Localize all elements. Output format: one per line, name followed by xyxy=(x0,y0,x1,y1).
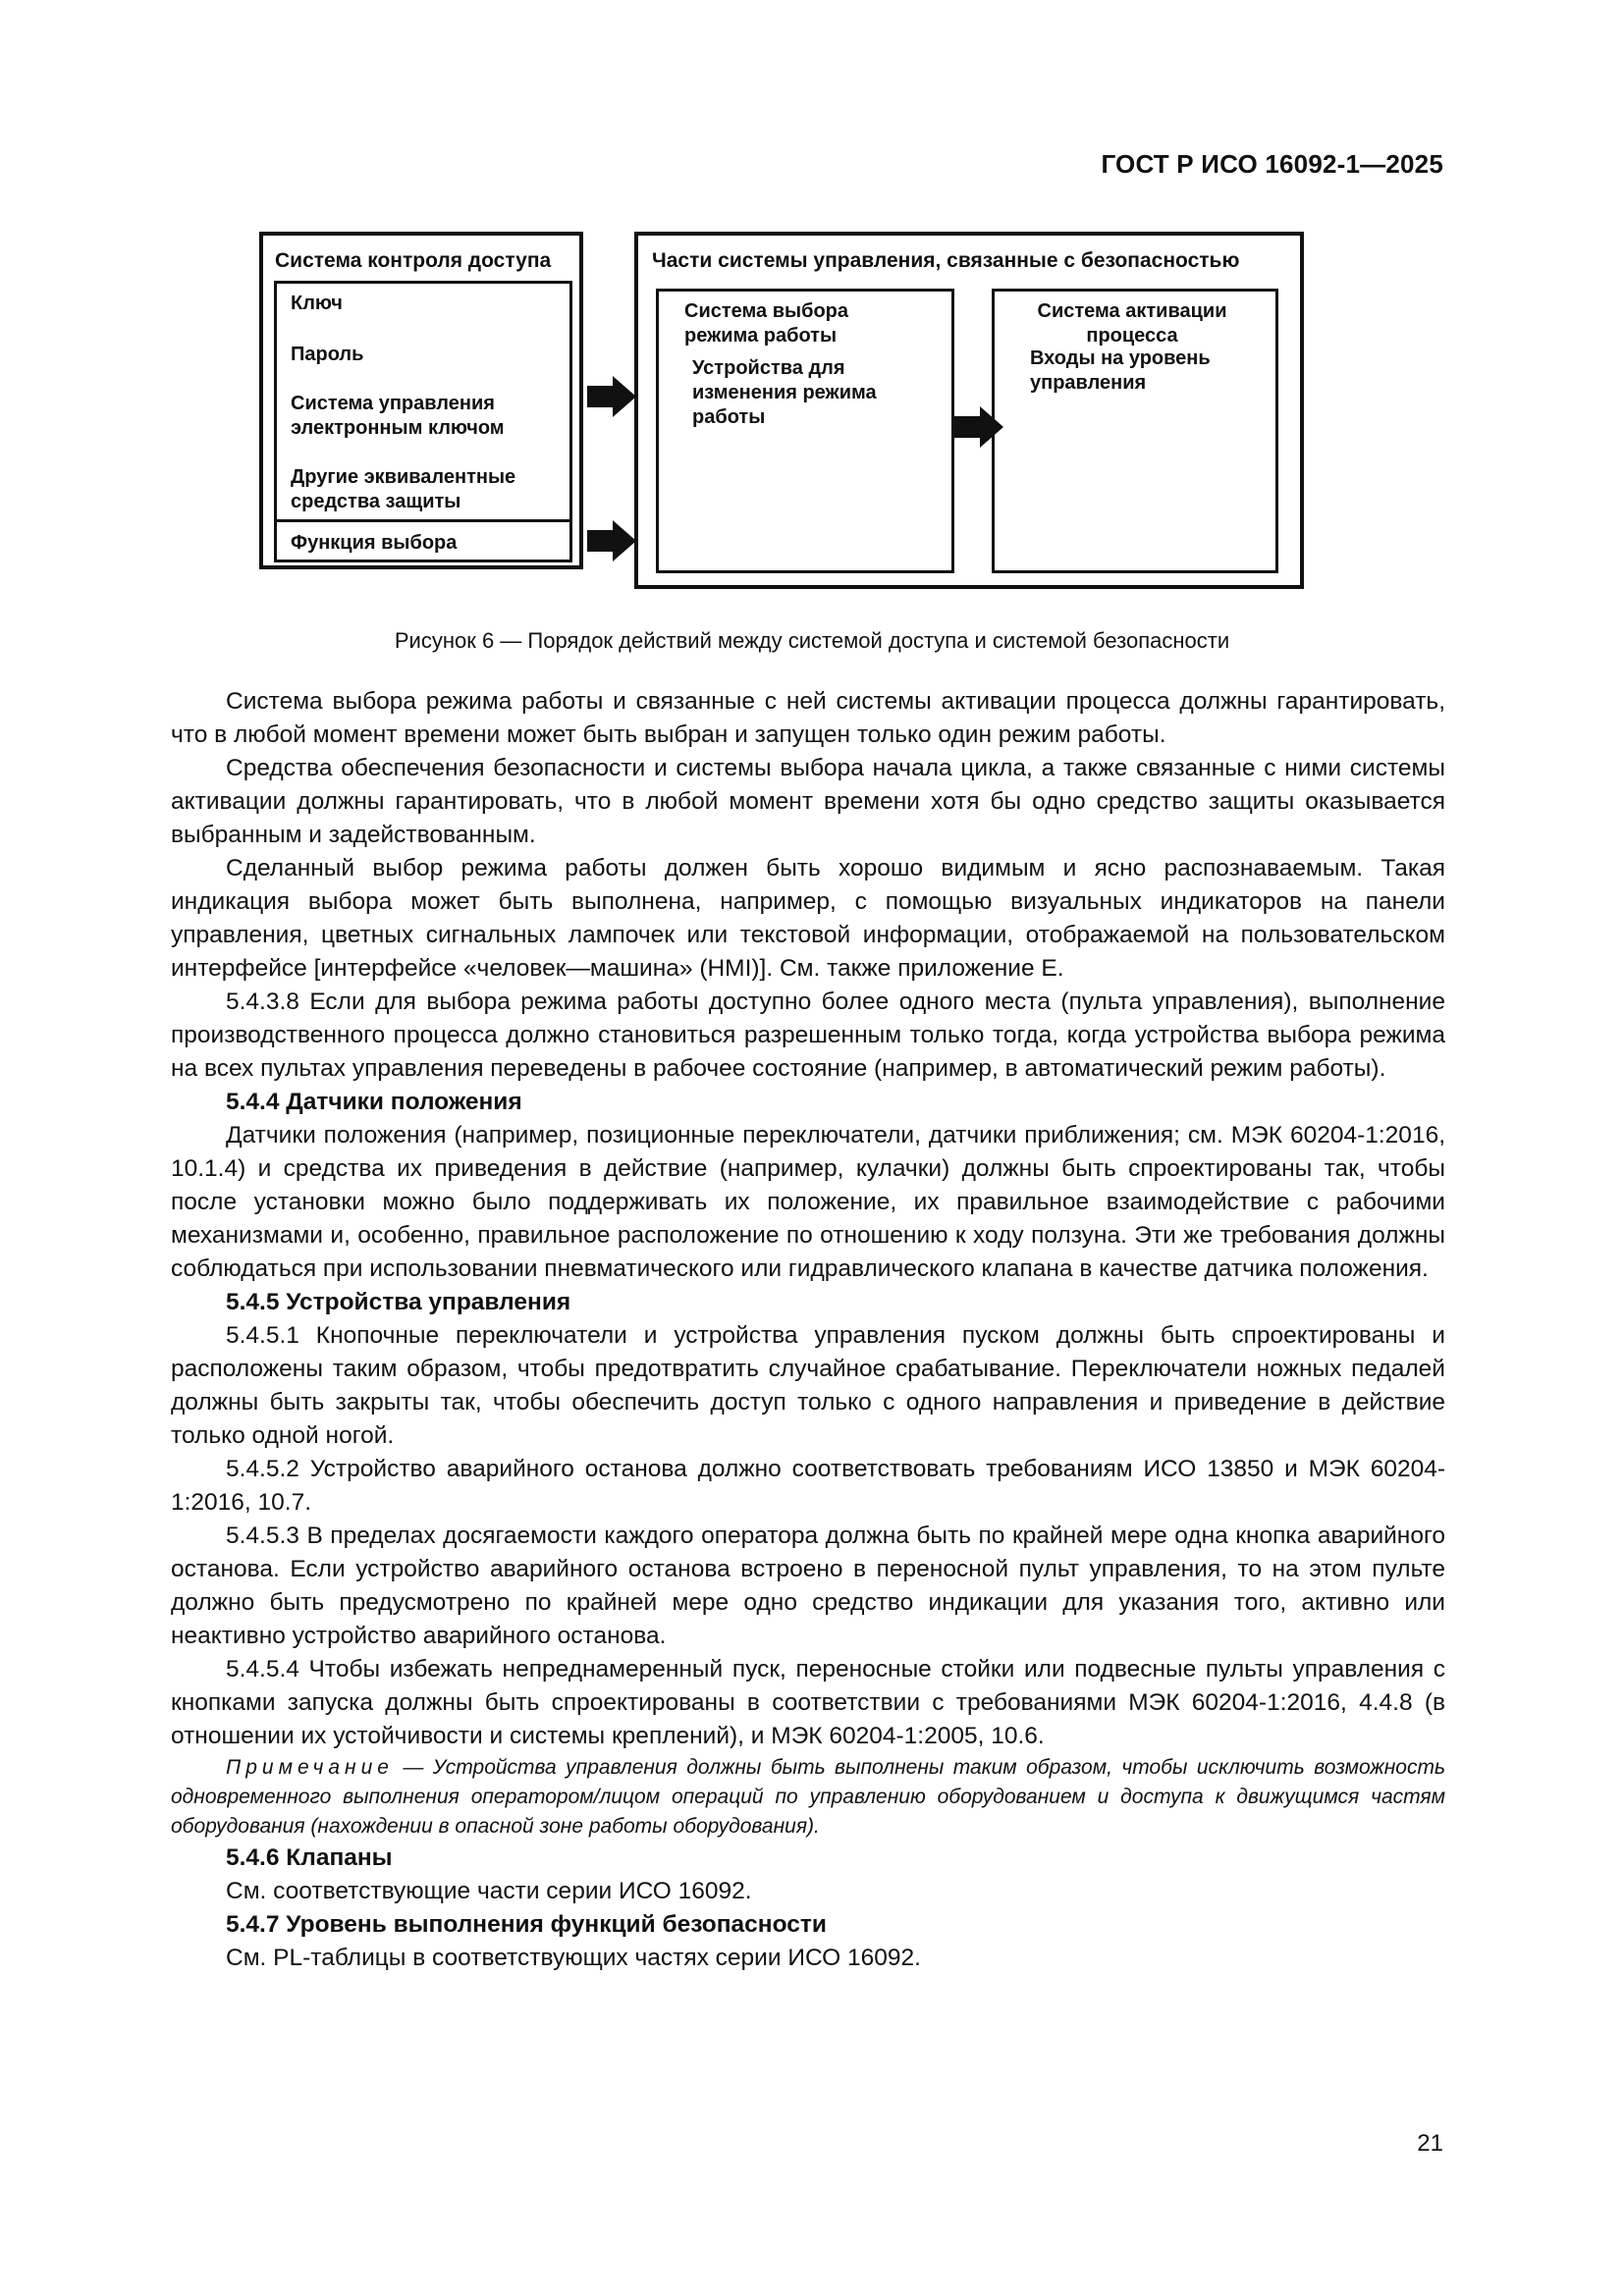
figure-caption: Рисунок 6 — Порядок действий между системой доступа и системой безопасности xyxy=(394,628,1230,653)
paragraph: 5.4.5.3 В пределах досягаемости каждого оператора должна быть по крайней мере одна кнопка аварийного останова. Если устройство аварийного останова встроено в переносной пульт управления, то на этом пульте должно быть предусмотрено по крайней мере одно средство индикации для указания того, активно или неактивно устройство аварийного останова. xyxy=(171,1522,1445,1649)
section-heading: 5.4.5 Устройства управления xyxy=(226,1289,571,1315)
section-heading: 5.4.4 Датчики положения xyxy=(226,1089,522,1115)
select-function-divider xyxy=(277,519,569,522)
document-id: ГОСТ Р ИСО 16092-1—2025 xyxy=(1101,149,1443,179)
paragraph: 5.4.3.8 Если для выбора режима работы доступно более одного места (пульта управления), выполнение производственного процесса должно становиться разрешенным только тогда, когда устройства выбора режима на всех пультах управления переведены в рабочее состояние (например, в автоматический режим работы). xyxy=(171,988,1445,1082)
safety-parts-title: Части системы управления, связанные с безопасностью xyxy=(652,249,1240,272)
paragraph: 5.4.5.1 Кнопочные переключатели и устройства управления пуском должны быть спроектированы и расположены таким образом, чтобы предотвратить случайное срабатывание. Переключатели ножных педалей должны быть закрыты так, чтобы обеспечить доступ только с одного направления и приведение в действие только одной ногой. xyxy=(171,1322,1445,1449)
arrow-right-icon xyxy=(583,374,640,419)
process-activation-body: Входы на уровень управления xyxy=(1030,347,1211,394)
access-item-password: Пароль xyxy=(291,344,364,365)
figure-6-diagram xyxy=(259,232,1304,593)
note-text: — Устройства управления должны быть выполнены таким образом, чтобы исключить возможность одновременного выполнения оператором/лицом операций по управлению оборудованием и доступа к движущимся частям оборудования (нахождении в опасной зоне работы оборудования). xyxy=(171,1756,1445,1838)
access-control-box xyxy=(259,232,583,569)
paragraph: См. соответствующие части серии ИСО 16092. xyxy=(226,1878,752,1904)
mode-select-body: Устройства для изменения режима работы xyxy=(692,357,877,428)
note-label: Примечание xyxy=(226,1756,394,1779)
body-text xyxy=(171,685,1445,1975)
access-item-key: Ключ xyxy=(291,293,343,314)
select-function-label: Функция выбора xyxy=(291,532,458,554)
note xyxy=(171,1753,1445,1842)
mode-select-title: Система выбора режима работы xyxy=(684,300,849,347)
paragraph: Система выбора режима работы и связанные с ней системы активации процесса должны гарантировать, что в любой момент времени может быть выбран и запущен только один режим работы. xyxy=(171,688,1445,748)
paragraph: Средства обеспечения безопасности и системы выбора начала цикла, а также связанные с ними системы активации должны гарантировать, что в любой момент времени хотя бы одно средство защиты оказывается выбранным и задействованным. xyxy=(171,755,1445,848)
mode-select-box xyxy=(656,289,954,573)
section-heading: 5.4.6 Клапаны xyxy=(226,1844,393,1871)
access-control-title: Система контроля доступа xyxy=(275,249,552,272)
access-item-electronic-key: Система управления электронным ключом xyxy=(291,393,505,439)
section-heading: 5.4.7 Уровень выполнения функций безопасности xyxy=(226,1911,827,1938)
process-activation-box xyxy=(992,289,1278,573)
paragraph: Датчики положения (например, позиционные переключатели, датчики приближения; см. МЭК 60204-1:2016, 10.1.4) и средства их приведения в действие (например, кулачки) должны быть спроектированы так, чтобы после установки можно было поддерживать их положение, их правильное взаимодействие с рабочими механизмами и, особенно, правильное расположение по отношению к ходу ползуна. Эти же требования должны соблюдаться при использовании пневматического или гидравлического клапана в качестве датчика положения. xyxy=(171,1122,1445,1282)
process-activation-title: Система активации процесса xyxy=(1037,300,1227,347)
page-number: 21 xyxy=(1417,2130,1443,2157)
access-control-inner xyxy=(274,281,572,562)
paragraph: См. PL-таблицы в соответствующих частях серии ИСО 16092. xyxy=(226,1945,921,1971)
paragraph: Сделанный выбор режима работы должен быть хорошо видимым и ясно распознаваемым. Такая индикация выбора может быть выполнена, например, с помощью визуальных индикаторов на панели управления, цветных сигнальных лампочек или текстовой информации, отображаемой на пользовательском интерфейсе [интерфейсе «человек—машина» (HMI)]. См. также приложение Е. xyxy=(171,855,1445,982)
paragraph: 5.4.5.4 Чтобы избежать непреднамеренный пуск, переносные стойки или подвесные пульты управления с кнопками запуска должны быть спроектированы в соответствии с требованиями МЭК 60204-1:2016, 4.4.8 (в отношении их устойчивости и системы креплений), и МЭК 60204-1:2005, 10.6. xyxy=(171,1656,1445,1749)
arrow-right-icon xyxy=(950,404,1007,450)
access-item-other-means: Другие эквивалентные средства защиты xyxy=(291,466,516,512)
arrow-right-icon xyxy=(583,518,640,563)
paragraph: 5.4.5.2 Устройство аварийного останова должно соответствовать требованиям ИСО 13850 и МЭК 60204-1:2016, 10.7. xyxy=(171,1456,1445,1516)
